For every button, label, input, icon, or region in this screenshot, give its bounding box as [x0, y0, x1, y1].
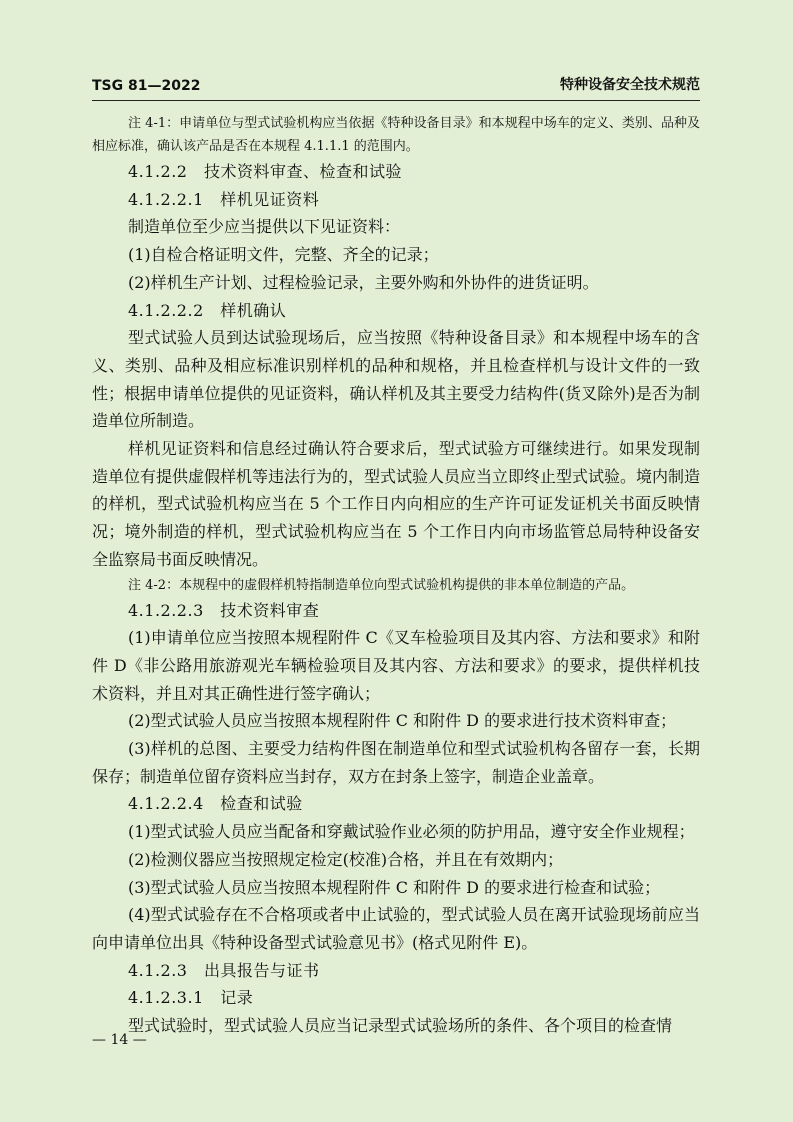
list-item: (2)检测仪器应当按照规定检定(校准)合格，并且在有效期内； [128, 849, 564, 869]
standard-code: TSG 81—2022 [92, 78, 201, 94]
heading-4-1-2-2-2: 4.1.2.2.2 样机确认 [128, 300, 287, 320]
list-item: (3)样机的总图、主要受力结构件图在制造单位和型式试验机构各留存一套，长期保存；制造单位留存资料应当封存，双方在封条上签字，制造企业盖章。 [92, 739, 700, 786]
heading-4-1-2-2-1: 4.1.2.2.1 样机见证资料 [128, 189, 320, 209]
body-paragraph: 样机见证资料和信息经过确认符合要求后，型式试验方可继续进行。如果发现制造单位有提供虚假样机等违法行为的，型式试验人员应当立即终止型式试验。境内制造的样机，型式试验机构应当在 5 个工作日内向相应的生产许可证发证机关书面反映情况；境外制造的样机，型式试验机构应当在 5 个工作日内向市场监管总局特种设备安全监察局书面反映情况。 [92, 439, 701, 569]
list-item: (4)型式试验存在不合格项或者中止试验的，型式试验人员在离开试验现场前应当向申请单位出具《特种设备型式试验意见书》(格式见附件 E)。 [92, 905, 700, 952]
page-content [92, 112, 700, 1040]
heading-4-1-2-2-4: 4.1.2.2.4 检查和试验 [128, 794, 303, 814]
body-paragraph: 制造单位至少应当提供以下见证资料： [128, 217, 401, 237]
note-4-1: 注 4-1：申请单位与型式试验机构应当依据《特种设备目录》和本规程中场车的定义、类别、品种及相应标准，确认该产品是否在本规程 4.1.1.1 的范围内。 [92, 116, 700, 154]
page-header [92, 74, 700, 101]
heading-4-1-2-3: 4.1.2.3 出具报告与证书 [128, 960, 320, 980]
note-4-2: 注 4-2：本规程中的虚假样机特指制造单位向型式试验机构提供的非本单位制造的产品。 [128, 577, 635, 593]
heading-4-1-2-3-1: 4.1.2.3.1 记录 [128, 988, 254, 1008]
body-paragraph: 型式试验人员到达试验现场后，应当按照《特种设备目录》和本规程中场车的含义、类别、品种及相应标准识别样机的品种和规格，并且检查样机与设计文件的一致性；根据申请单位提供的见证资料，确认样机及其主要受力结构件(货叉除外)是否为制造单位所制造。 [92, 328, 700, 431]
list-item: (1)申请单位应当按照本规程附件 C《叉车检验项目及其内容、方法和要求》和附件 D《非公路用旅游观光车辆检验项目及其内容、方法和要求》的要求，提供样机技术资料，并且对其正确性进行签字确认； [92, 628, 700, 703]
document-series: 特种设备安全技术规范 [560, 77, 700, 93]
list-item: (1)型式试验人员应当配备和穿戴试验作业必须的防护用品，遵守安全作业规程； [128, 822, 695, 842]
list-item: (1)自检合格证明文件，完整、齐全的记录； [128, 245, 439, 265]
heading-4-1-2-2: 4.1.2.2 技术资料审查、检查和试验 [128, 162, 402, 181]
body-paragraph: 型式试验时，型式试验人员应当记录型式试验场所的条件、各个项目的检查情 [128, 1016, 673, 1036]
heading-4-1-2-2-3: 4.1.2.2.3 技术资料审查 [128, 600, 320, 620]
list-item: (2)样机生产计划、过程检验记录，主要外购和外协件的进货证明。 [128, 272, 599, 292]
page-number: — 14 — [92, 1032, 147, 1048]
list-item: (3)型式试验人员应当按照本规程附件 C 和附件 D 的要求进行检查和试验； [128, 877, 661, 897]
list-item: (2)型式试验人员应当按照本规程附件 C 和附件 D 的要求进行技术资料审查； [128, 711, 677, 731]
